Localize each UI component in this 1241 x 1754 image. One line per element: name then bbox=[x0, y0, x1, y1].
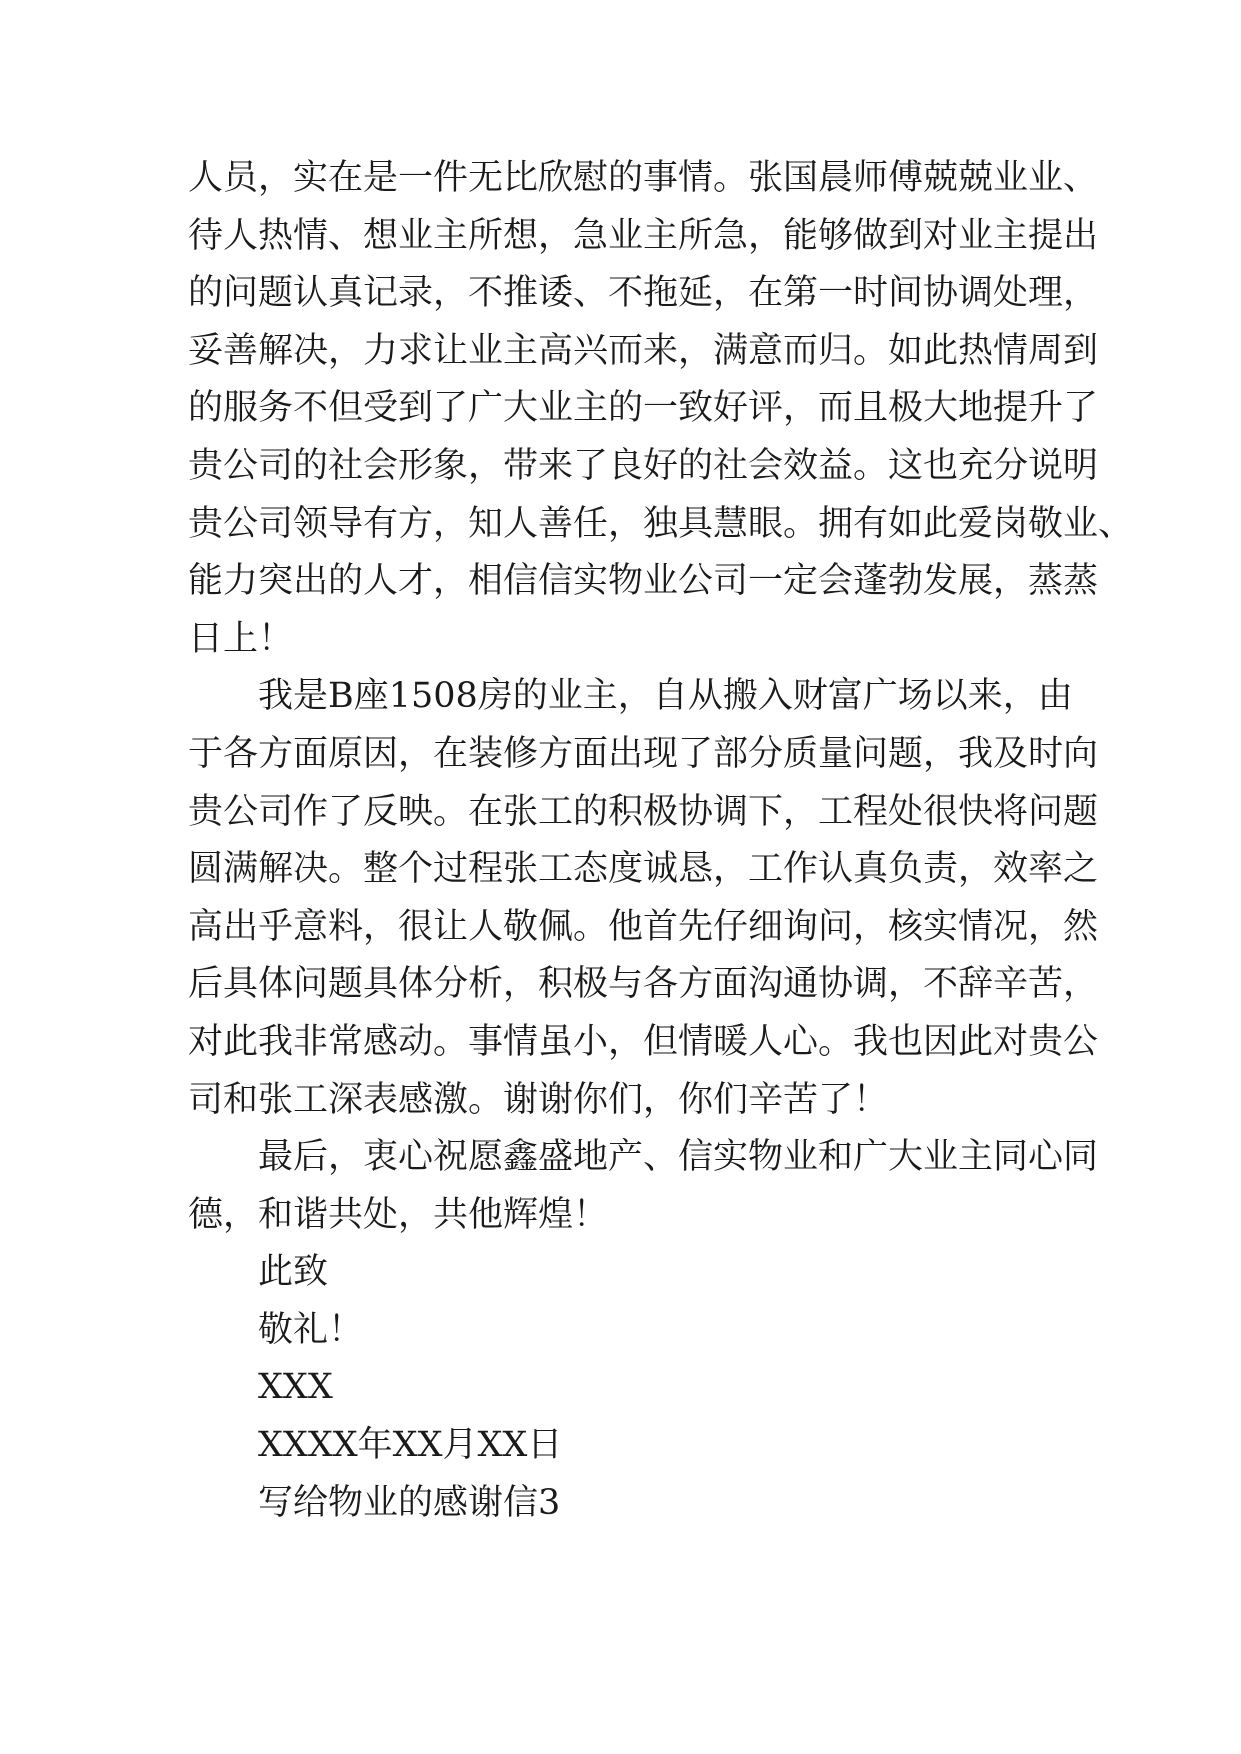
text-line: 日上！ bbox=[188, 618, 294, 659]
text-line: 对此我非常感动。事情虽小，但情暖人心。我也因此对贵公 bbox=[188, 1021, 1099, 1062]
text-line: 贵公司作了反映。在张工的积极协调下，工程处很快将问题 bbox=[188, 791, 1099, 832]
closing-phrase: 此致 bbox=[258, 1252, 329, 1293]
text-line: 妥善解决，力求让业主高兴而来，满意而归。如此热情周到 bbox=[188, 330, 1099, 371]
text-line: 司和张工深表感激。谢谢你们，你们辛苦了！ bbox=[188, 1079, 889, 1120]
text-line: 圆满解决。整个过程张工态度诚恳，工作认真负责，效率之 bbox=[188, 849, 1099, 890]
text-line: 的服务不但受到了广大业主的一致好评，而且极大地提升了 bbox=[188, 388, 1099, 429]
text-line: 的问题认真记录，不推诿、不拖延，在第一时间协调处理， bbox=[188, 273, 1099, 314]
paragraph-3 bbox=[188, 1129, 1099, 1244]
letter-date: XXXX年XX月XX日 bbox=[258, 1425, 563, 1466]
text-line: 高出乎意料，很让人敬佩。他首先仔细询问，核实情况，然 bbox=[188, 906, 1099, 947]
text-line: 待人热情、想业主所想，急业主所急，能够做到对业主提出 bbox=[188, 215, 1099, 256]
text-line: 贵公司领导有方，知人善任，独具慧眼。拥有如此爱岗敬业、 bbox=[188, 503, 1134, 544]
text-line: 于各方面原因，在装修方面出现了部分质量问题，我及时向 bbox=[188, 733, 1099, 774]
salutation: 敬礼！ bbox=[258, 1309, 364, 1350]
text-line: 后具体问题具体分析，积极与各方面沟通协调，不辞辛苦， bbox=[188, 964, 1099, 1005]
text-line: 德，和谐共处，共他辉煌！ bbox=[188, 1194, 609, 1235]
text-line: 贵公司的社会形象，带来了良好的社会效益。这也充分说明 bbox=[188, 445, 1099, 486]
paragraph-2 bbox=[188, 668, 1099, 1129]
text-line: 最后，衷心祝愿鑫盛地产、信实物业和广大业主同心同 bbox=[258, 1137, 1099, 1178]
signature: XXX bbox=[258, 1367, 333, 1408]
text-line: 我是B座1508房的业主，自从搬入财富广场以来，由 bbox=[258, 676, 1073, 717]
paragraph-1 bbox=[188, 150, 1134, 668]
section-heading: 写给物业的感谢信3 bbox=[258, 1482, 561, 1523]
letter-body bbox=[188, 150, 1134, 1532]
text-line: 能力突出的人才，相信信实物业公司一定会蓬勃发展，蒸蒸 bbox=[188, 561, 1099, 602]
text-line: 人员，实在是一件无比欣慰的事情。张国晨师傅兢兢业业、 bbox=[188, 158, 1099, 198]
